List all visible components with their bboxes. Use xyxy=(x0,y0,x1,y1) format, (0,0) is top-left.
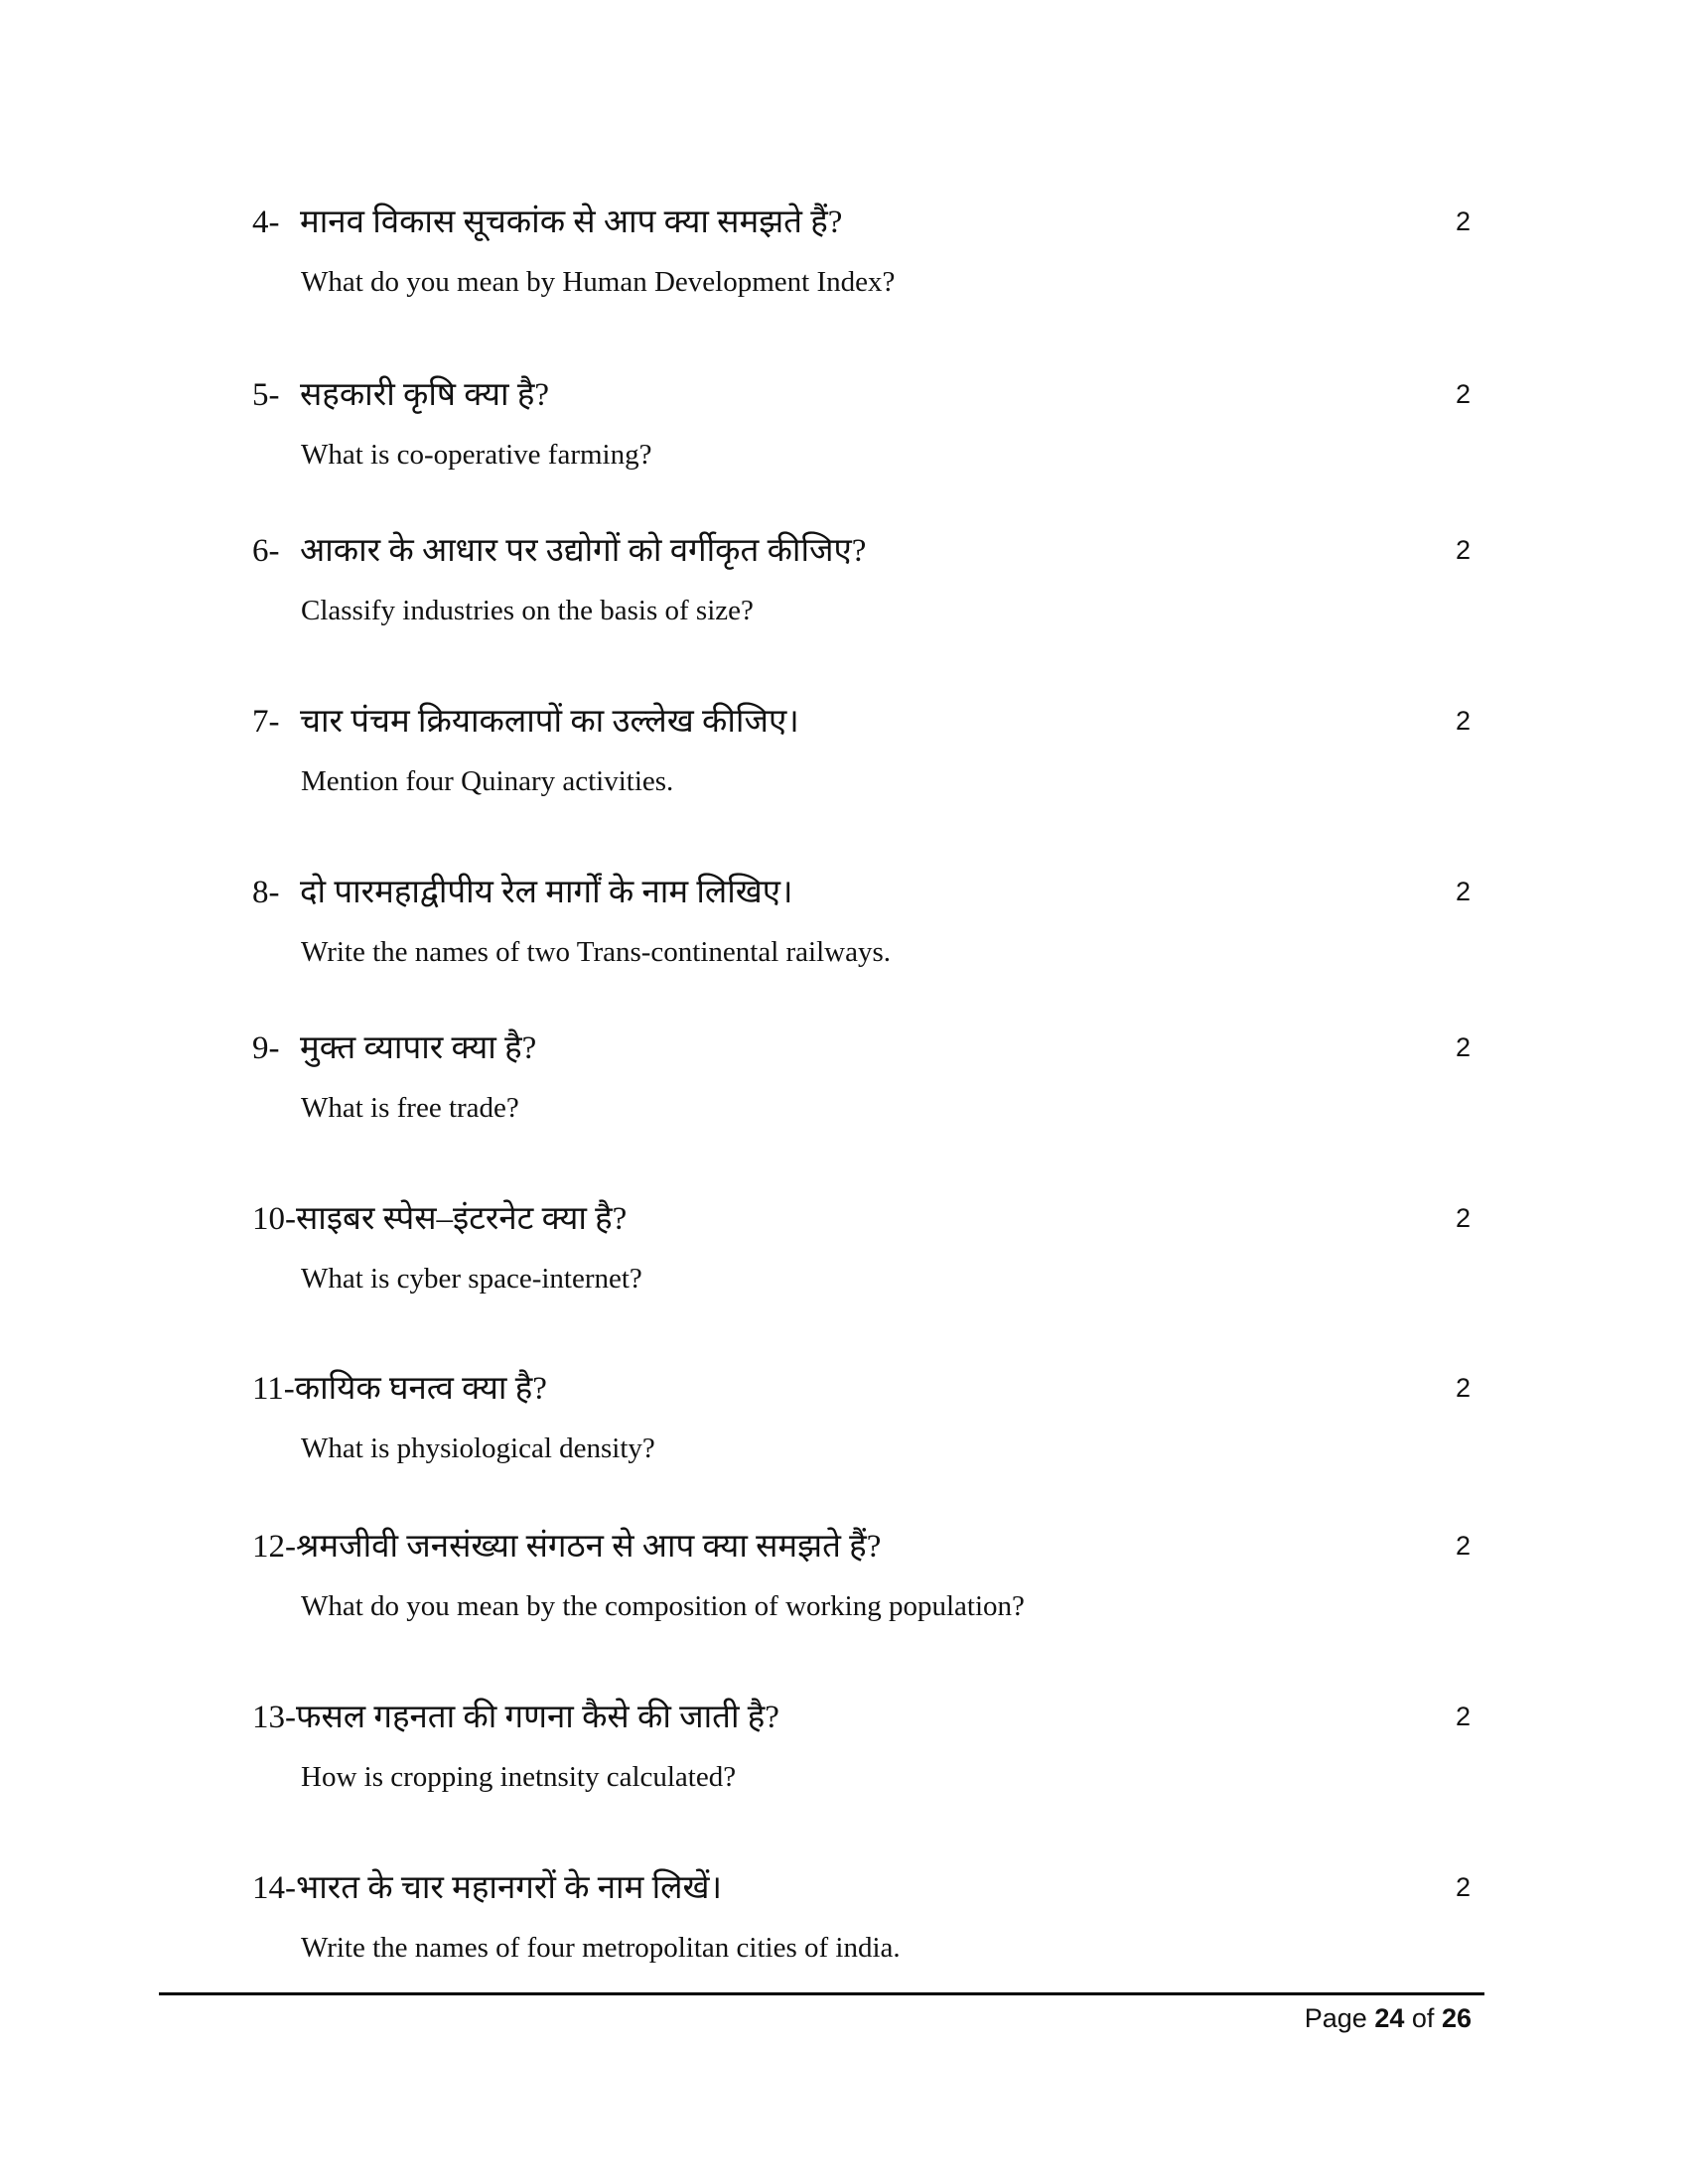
question-marks: 2 xyxy=(1456,1203,1472,1233)
question-hindi-text: भारत के चार महानगरों के नाम लिखें। xyxy=(296,1870,722,1906)
question-english: What do you mean by Human Development Index? xyxy=(301,266,896,298)
question-hindi-text: साइबर स्पेस–इंटरनेट क्या है? xyxy=(296,1201,628,1237)
question-number: 14- xyxy=(252,1870,296,1906)
question-hindi xyxy=(252,1698,779,1737)
page-number xyxy=(1305,2003,1472,2034)
question-marks: 2 xyxy=(1456,1373,1472,1403)
question-number: 8- xyxy=(252,875,280,910)
of-word: of xyxy=(1411,2003,1435,2033)
question-hindi xyxy=(252,873,793,912)
question-hindi xyxy=(252,375,549,415)
question-hindi xyxy=(252,1527,881,1567)
question-hindi xyxy=(252,203,842,242)
question-marks: 2 xyxy=(1456,379,1472,409)
question-number: 12- xyxy=(252,1529,296,1565)
question-hindi xyxy=(252,531,866,571)
question-number: 11- xyxy=(252,1371,295,1407)
question-hindi xyxy=(252,1369,547,1409)
question-english: What is free trade? xyxy=(301,1092,519,1124)
question-marks: 2 xyxy=(1456,1531,1472,1561)
question-english: What do you mean by the composition of working population? xyxy=(301,1590,1025,1622)
question-number: 7- xyxy=(252,704,280,740)
question-hindi-text: फसल गहनता की गणना कैसे की जाती है? xyxy=(296,1700,779,1735)
question-number: 10- xyxy=(252,1201,296,1237)
question-english: What is co-operative farming? xyxy=(301,439,652,471)
question-english: What is physiological density? xyxy=(301,1433,655,1464)
question-english: Classify industries on the basis of size? xyxy=(301,595,754,626)
question-hindi xyxy=(252,1199,627,1239)
current-page: 24 xyxy=(1374,2003,1405,2033)
question-marks: 2 xyxy=(1456,877,1472,906)
question-english: Mention four Quinary activities. xyxy=(301,765,674,797)
question-marks: 2 xyxy=(1456,1702,1472,1731)
question-marks: 2 xyxy=(1456,706,1472,736)
question-hindi-text: आकार के आधार पर उद्योगों को वर्गीकृत कीजिए? xyxy=(300,533,867,569)
question-marks: 2 xyxy=(1456,1872,1472,1902)
question-english: Write the names of two Trans-continental railways. xyxy=(301,936,892,968)
question-hindi-text: दो पारमहाद्वीपीय रेल मार्गों के नाम लिखिए। xyxy=(300,875,793,910)
question-hindi-text: मुक्त व्यापार क्या है? xyxy=(300,1030,537,1066)
question-marks: 2 xyxy=(1456,206,1472,236)
question-number: 13- xyxy=(252,1700,296,1735)
question-hindi-text: कायिक घनत्व क्या है? xyxy=(294,1371,547,1407)
question-hindi xyxy=(252,702,799,742)
question-number: 6- xyxy=(252,533,280,569)
question-marks: 2 xyxy=(1456,1032,1472,1062)
question-hindi-text: सहकारी कृषि क्या है? xyxy=(300,377,549,413)
question-number: 5- xyxy=(252,377,280,413)
total-pages: 26 xyxy=(1441,2003,1472,2033)
page-word: Page xyxy=(1304,2003,1367,2033)
question-hindi-text: मानव विकास सूचकांक से आप क्या समझते हैं? xyxy=(300,205,843,240)
question-english: How is cropping inetnsity calculated? xyxy=(301,1761,737,1793)
question-hindi xyxy=(252,1868,722,1908)
question-number: 4- xyxy=(252,205,280,240)
question-hindi-text: चार पंचम क्रियाकलापों का उल्लेख कीजिए। xyxy=(300,704,799,740)
question-number: 9- xyxy=(252,1030,280,1066)
footer-divider xyxy=(159,1992,1484,1995)
question-english: What is cyber space-internet? xyxy=(301,1263,642,1295)
question-hindi xyxy=(252,1028,536,1068)
question-hindi-text: श्रमजीवी जनसंख्या संगठन से आप क्या समझते हैं? xyxy=(296,1529,882,1565)
question-english: Write the names of four metropolitan cities of india. xyxy=(301,1932,901,1964)
question-marks: 2 xyxy=(1456,535,1472,565)
